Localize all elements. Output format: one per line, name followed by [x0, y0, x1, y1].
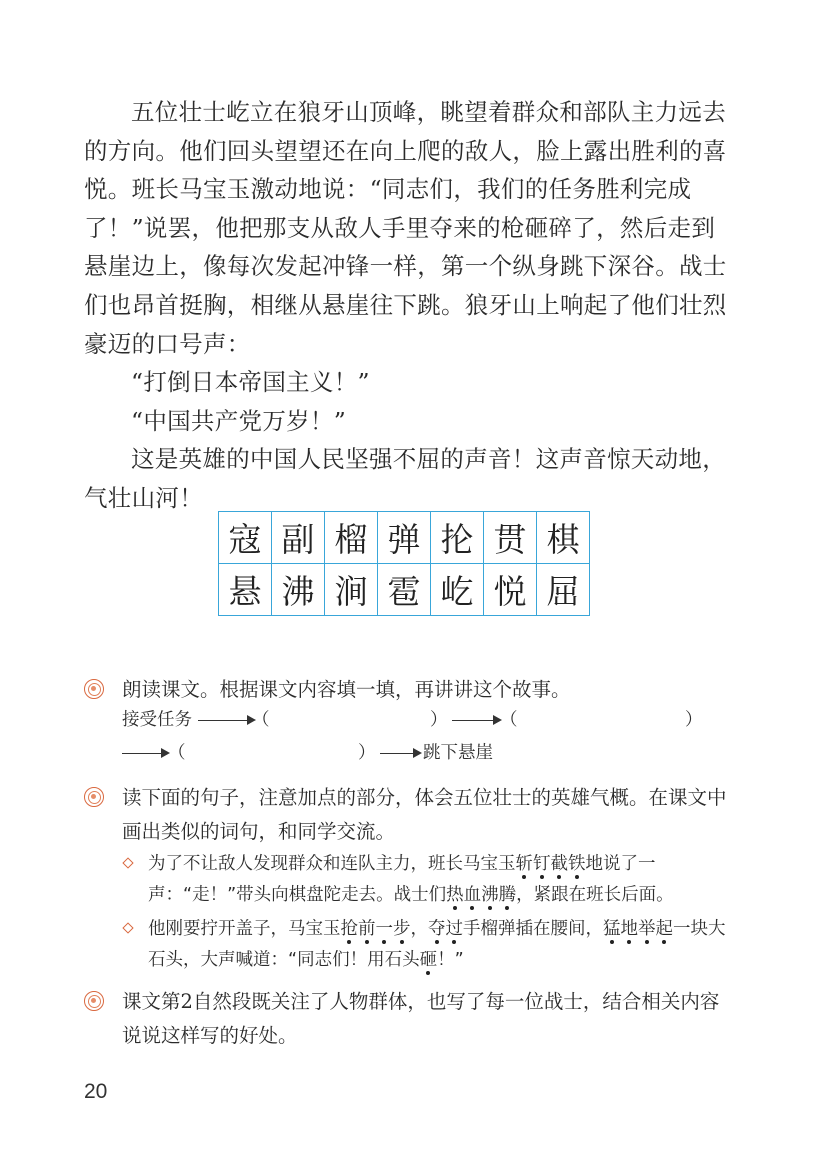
emphasis-dot-char: 猛 [603, 919, 621, 939]
emphasized-phrase [446, 885, 516, 905]
emphasized-phrase [341, 919, 411, 939]
sentence-text: 为了不让敌人发现群众和连队主力，班长马宝玉 [148, 854, 516, 874]
emphasis-dot-char: 夺 [428, 919, 446, 939]
emphasis-dot-char: 截 [550, 854, 568, 874]
exercise-2-prompt: 读下面的句子，注意加点的部分，体会五位壮士的英雄气概。在课文中画出类似的词句，和同学交流。 [122, 786, 727, 843]
passage-paragraph-2: “打倒日本帝国主义！” [131, 368, 370, 397]
character-cell: 榴 [325, 512, 378, 564]
diamond-bullet-icon [122, 857, 133, 868]
example-sentence-2 [122, 914, 742, 976]
seal-icon [84, 991, 104, 1011]
character-cell: 悬 [219, 564, 272, 616]
exercise-3 [84, 985, 734, 1053]
character-cell: 寇 [219, 512, 272, 564]
character-row-2 [219, 564, 590, 616]
emphasis-dot-char: 钉 [533, 854, 551, 874]
example-sentence-1 [122, 849, 742, 911]
flow-blank-1-close: ） [430, 710, 448, 730]
sentence-text: ，紧跟在班长后面。 [516, 885, 674, 905]
flow-blank-2-close: ） [685, 710, 703, 730]
lesson-passage [84, 93, 730, 518]
emphasis-dot-char: 起 [655, 919, 673, 939]
flow-end-label: 跳下悬崖 [423, 743, 493, 763]
new-characters-grid [218, 511, 590, 616]
emphasis-dot-char: 铁 [568, 854, 586, 874]
character-cell: 弹 [378, 512, 431, 564]
flow-blank-2-open: （ [500, 710, 518, 730]
page-number: 20 [84, 1080, 108, 1103]
emphasis-dot-char: 地 [620, 919, 638, 939]
sentence-text: ！” [437, 950, 464, 970]
arrow-right-icon [452, 720, 500, 721]
example-sentences [122, 849, 742, 976]
character-cell: 棋 [537, 512, 590, 564]
exercise-2 [84, 781, 734, 849]
emphasized-phrase [428, 919, 463, 939]
emphasis-dot-char: 抢 [340, 919, 358, 939]
emphasis-dot-char: 一 [375, 919, 393, 939]
emphasis-dot-char: 热 [446, 885, 464, 905]
flow-blank-3-open: （ [168, 743, 186, 763]
character-cell: 屹 [431, 564, 484, 616]
sentence-text: 他刚要拧开盖子，马宝玉 [148, 919, 341, 939]
seal-icon [84, 679, 104, 699]
character-cell: 悦 [484, 564, 537, 616]
emphasized-phrase [516, 854, 586, 874]
character-row-1 [219, 512, 590, 564]
emphasized-phrase [603, 919, 673, 939]
passage-paragraph-1: 五位壮士屹立在狼牙山顶峰，眺望着群众和部队主力远去的方向。他们回头望望还在向上爬的敌人，脸上露出胜利的喜悦。班长马宝玉激动地说：“同志们，我们的任务胜利完成了！”说罢，他把那支从敌人手里夺来的枪砸碎了，然后走到悬崖边上，像每次发起冲锋一样，第一个纵身跳下深谷。战士们也昂首挺胸，相继从悬崖往下跳。狼牙山上响起了他们壮烈豪迈的口号声： [84, 98, 727, 358]
character-cell: 雹 [378, 564, 431, 616]
passage-paragraph-3: “中国共产党万岁！” [131, 406, 347, 435]
character-cell: 涧 [325, 564, 378, 616]
diamond-bullet-icon [122, 922, 133, 933]
seal-icon [84, 787, 104, 807]
sentence-text: 一块大石头，大声喊道：“同志们！用石头 [148, 919, 726, 970]
emphasis-dot-char: 过 [445, 919, 463, 939]
character-cell: 副 [272, 512, 325, 564]
exercise-1 [84, 673, 734, 707]
sentence-text: ， [410, 919, 428, 939]
arrow-right-icon [122, 753, 168, 754]
sentence-text: 手榴弹插在腰间， [463, 919, 603, 939]
arrow-right-icon [198, 720, 254, 721]
arrow-right-icon [380, 753, 420, 754]
emphasis-dot-char: 腾 [498, 885, 517, 905]
character-cell: 贯 [484, 512, 537, 564]
character-cell: 抡 [431, 512, 484, 564]
character-cell: 屈 [537, 564, 590, 616]
emphasis-dot-char: 举 [638, 919, 656, 939]
emphasis-dot-char: 血 [463, 885, 482, 905]
exercise-1-prompt: 朗读课文。根据课文内容填一填，再讲讲这个故事。 [122, 678, 571, 701]
emphasized-phrase [420, 950, 438, 970]
exercise-3-prompt: 课文第2自然段既关注了人物群体，也写了每一位战士，结合相关内容说说这样写的好处。 [122, 990, 720, 1047]
passage-paragraph-4: 这是英雄的中国人民坚强不屈的声音！这声音惊天动地，气壮山河！ [84, 445, 726, 512]
flow-blank-1-open: （ [252, 710, 270, 730]
flow-blank-3-close: ） [358, 743, 376, 763]
emphasis-dot-char: 斩 [515, 854, 533, 874]
emphasis-dot-char: 砸 [419, 950, 438, 970]
emphasis-dot-char: 沸 [481, 885, 499, 905]
character-cell: 沸 [272, 564, 325, 616]
flow-start-label: 接受任务 [122, 710, 192, 730]
emphasis-dot-char: 前 [358, 919, 376, 939]
sentence-text: 地说了一声：“走！”带头向棋盘陀走去。战士们 [148, 854, 656, 905]
emphasis-dot-char: 步 [393, 919, 411, 939]
